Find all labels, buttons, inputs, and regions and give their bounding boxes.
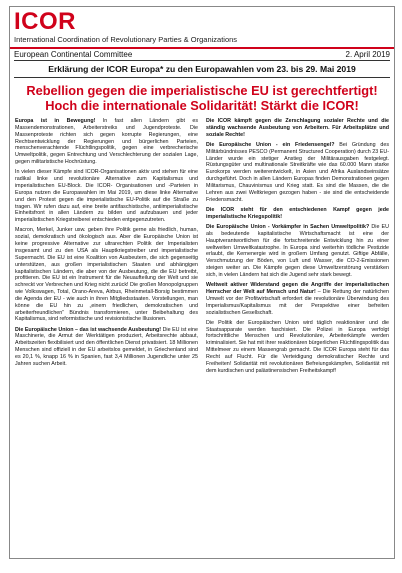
document-page xyxy=(9,6,395,559)
paragraph: Europa ist in Bewegung! In fast allen Ländern gibt es Massendemonstrationen, Arbeiterstreiks und Jugendproteste. Die Massenproteste richten sich gegen korrupte Regierungen, eine Rechtsentwicklung der Regierungen und bürgerlichen Parteien, menschenverachtende Flüchtlingspolitik, gegen eine verbrecherische Umweltpolitik, gegen Entrechtung und Verschlechterung der sozialen Lage, gegen militaristische Hochrüstung. xyxy=(15,118,198,166)
document-date: 2. April 2019 xyxy=(345,50,390,59)
right-column xyxy=(206,118,389,378)
paragraph: Weltweit aktiver Widerstand gegen die Angriffe der imperialistischen Herrscher der Welt auf Mensch und Natur! – Die Rettung der natürlichen Umwelt vor der Profitwirtschaft erfordert die revolutionäre Überwindung des Imperialismus/Kapitalismus mit der Perspektive einer befreiten sozialistischen Gesellschaft. xyxy=(206,282,389,316)
committee-name: European Continental Committee xyxy=(14,50,133,59)
headline-line-2: Hoch die internationale Solidarität! Stärkt die ICOR! xyxy=(45,97,359,113)
logo-text: ICOR xyxy=(14,8,76,35)
paragraph: Die Europäische Union – das ist wachsende Ausbeutung! Die EU ist eine Maschinerie, die Armut der Werktätigen produziert, Arbeitsrechte abbaut, Arbeitszeiten flexibilisiert und den öffentlichen Dienst privatisiert. 18 Millionen Menschen sind offiziell in der EU arbeitslos gemeldet, in Griechenland sind es 20,1 %, knapp 16 % in Spanien, fast 3,4 Millionen Jugendliche unter 25 Jahren suchen Arbeit. xyxy=(15,326,198,367)
body-columns xyxy=(10,118,394,378)
headline xyxy=(14,84,390,113)
paragraph: Die Europäische Union - Vorkämpfer in Sachen Umweltpolitik? Die EU als bedeutende kapitalistische Wirtschaftsmacht ist eine der Hauptverantwortlichen für die fortschreitende Entwicklung hin zu einer weltweiten Umweltkatastrophe. In Europa sind weiterhin tödliche Pestizide erlaubt, die Kernenergie wird in großem Umfang genutzt. Giftige Abfälle, Verschmutzung der Böden, von Luft und Wasser, die CO-2-Emissionen steigen weiter an. Die Kämpfe gegen diese Umweltzerstörung verstärken sich, in vielen Ländern hat sich die Jugend sehr stark bewegt. xyxy=(206,223,389,278)
paragraph: Die ICOR steht für den entschiedenen Kampf gegen jede imperialistische Kriegspolitik! xyxy=(206,206,389,220)
icor-logo xyxy=(14,10,390,34)
paragraph: Die Europäische Union - ein Friedensengel? Bei Gründung des Militärbündnisses PESCO (Permanent Structured Cooperation) durch 23 EU-Länder wurde ein stetiger Anstieg der Militärausgaben festgelegt. Rüstungsgüter und multinationale Streitkräfte wie das 60.000 Mann starke Eurokorps werden weiterentwickelt, in Asien und Afrika Auslandseinsätze durchgeführt. Doch in allen Ländern Europas finden Demonstrationen gegen Militarismus, Chauvinismus und Krieg statt. Es sind die Massen, die die Lehren aus zwei Weltkriegen gezogen haben - sie sind die entscheidende Friedensmacht. xyxy=(206,141,389,203)
paragraph: Macron, Merkel, Junker usw. geben ihre Politik gerne als friedlich, human, sozial, demokratisch und ökologisch aus. Aber die Europäische Union ist keine progressive Alternative zur ultrarechten Politik der Imperialisten insgesamt und zu den USA als Hauptkriegstreiber und imperialistische Supermacht. Die EU ist eine Koalition von Ausbeutern, die sich gegenseitig unterstützen, aus großen imperialistischen Staaten und abhängigen kapitalistischen Ländern, die aber von der Ausbeutung, die die EU betreibt, profitieren. Die EU ist ein Instrument für die Neuaufteilung der Welt und sie schreckt vor Verbrechen und Krieg nicht zurück! Die großen Monopolgruppen wie Volkswagen, Total, Orano-Areva, Airbus, Rheinmetall-Borsig bestimmen die Agenda der EU - wie auch in ihren Mitgliedsstaaten. Vorstellungen, man könne die EU hin zu „einem friedlichen, demokratischen und arbeiterfreundlichen“ Bündnis transformieren, unter Beibehaltung des Kapitalismus, sind reformistische und revisionistische Illusionen. xyxy=(15,227,198,323)
paragraph: In vielen dieser Kämpfe sind ICOR-Organisationen aktiv und stehen für eine radikal linke und revolutionäre Alternative zum Kapitalismus und imperialistischen EU-Block. Die ICOR- Organisationen und -Parteien in Europa nutzen die Europawahlen im Mai 2019, um diese linke Alternative und den Protest gegen die imperialistische EU-Politik auf die Straße zu tragen. Wir rufen dazu auf, eine breite antifaschistische, antiimperialistische Einheitsfront in allen Ländern zu bilden und aufzubauen und jeder imperialistischen Kriegstreiberei entschieden entgegenzutreten. xyxy=(15,169,198,224)
headline-line-1: Rebellion gegen die imperialistische EU ist gerechtfertigt! xyxy=(26,83,378,98)
org-name: International Coordination of Revolutionary Parties & Organizations xyxy=(14,35,238,44)
left-column xyxy=(15,118,198,378)
header xyxy=(10,7,394,44)
paragraph: Die Politik der Europäischen Union wird täglich reaktionärer und die Staatsapparate werden faschisiert. Die Polizei in Europa verfolgt fortschrittliche Menschen und Revolutionäre, Arbeiterkämpfe werden kriminalisiert. Sie hat mit ihrer reaktionären bürgerlichen Flüchtlingspolitik das Mittelmeer zu einem Massengrab gemacht. Die ICOR Europa steht für das Recht auf Flucht. Für die Verteidigung demokratischer Rechte und Freiheiten! Solidarität mit revolutionären Befreiungskämpfen, Solidarität mit dem kurdischen und palästinensischen Freiheitskampf! xyxy=(206,319,389,374)
meta-row xyxy=(10,49,394,60)
document-title: Erklärung der ICOR Europa* zu den Europawahlen vom 23. bis 29. Mai 2019 xyxy=(14,60,390,78)
paragraph: Die ICOR kämpft gegen die Zerschlagung sozialer Rechte und die ständig wachsende Ausbeutung von Arbeitern. Für Arbeitsplätze und soziale Rechte! xyxy=(206,118,389,138)
